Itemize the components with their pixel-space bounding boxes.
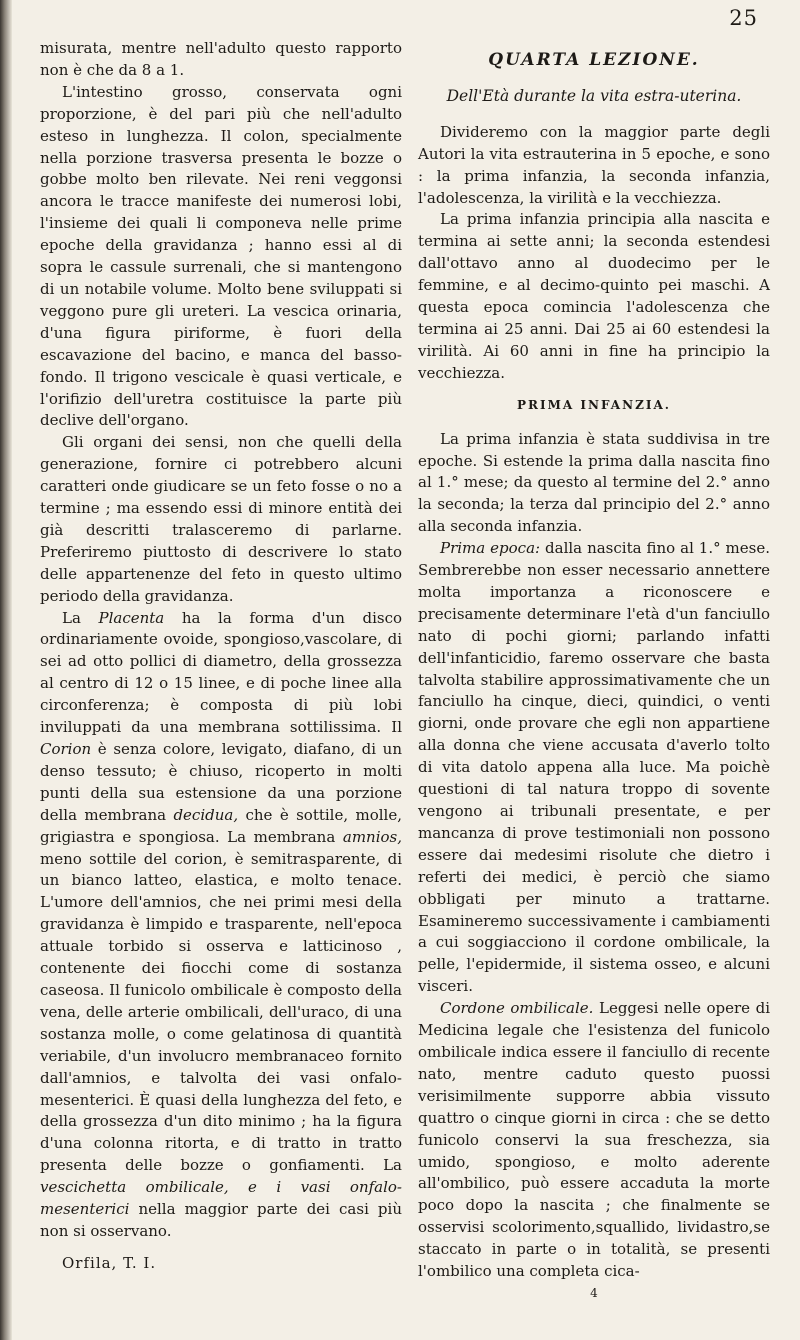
term-decidua: decidua, [173,805,239,824]
right-column [418,50,770,1305]
term-placenta: Placenta [98,608,165,627]
chapter-subtitle: Dell'Età durante la vita estra-uterina. [446,86,742,105]
paragraph-cordone: Cordone ombilicale. Leggesi nelle opere di Medicina legale che l'esistenza del funicolo ombilicale indica essere il fanciullo di recente nato, mentre caduto questo puossi verisimilmente supporre abbia vissuto quattro o cinque giorni in circa : che se detto funicolo conservi la sua freschezza, sia umido, spongioso, e molto aderente all'ombilico, può essere accaduta la morte poco dopo la nascita ; che finalmente se osservisi scolorimento,squallido, lividastro,se staccato in parte o in totalità, se presenti l'ombilico una completa cica- [418,999,771,1281]
paragraph-intestine: L'intestino grosso, conservata ogni proporzione, è del pari più che nell'adulto esteso in lunghezza. Il colon, specialmente nella porzione trasversa presenta le bozze o gobbe molto ben rilevate. Nei reni veggonsi ancora le tracce manifeste dei numerosi lobi, l'insieme dei quali li componeva nelle prime epoche della gravidanza ; hanno essi al di sopra le cassule surrenali, che si mantengono di un notabile volume. Molto bene sviluppati si veggono pure gli ureteri. La vescica orinaria, d'una figura piriforme, è fuori della escavazione del bacino, e manca del basso-fondo. Il trigono vescicale è quasi verticale, e l'orifizio dell'uretra costituisce la parte più declive dell'organo. [40,82,402,430]
paragraph-prima-infanzia-range: La prima infanzia principia alla nascita e termina ai sette anni; la seconda estendesi dall'ottavo anno al duodecimo per le femmine, e al decimo-quinto pei maschi. A questa epoca comincia l'adolescenza che termina ai 25 anni. Dai 25 ai 60 estendesi la virilità. Ai 60 anni in fine ha principio la vecchiezza. [418,210,770,382]
term-corion: Corion [40,740,92,758]
term-amnios: amnios, [342,827,402,846]
paragraph-continuation: misurata, mentre nell'adulto questo rapporto non è che da 8 a 1. [40,39,402,79]
signature-mark: 4 [590,1285,598,1300]
paragraph-subdivision: La prima infanzia è stata suddivisa in tre epoche. Si estende la prima dalla nascita fino al 1.° mese; da questo al termine del 2.° anno la seconda; la terza dal principio del 2.° anno alla seconda infanzia. [418,429,770,536]
label-cordone: Cordone ombilicale. [440,999,594,1018]
page-number: 25 [729,6,758,30]
page-binding-gutter [0,0,12,1340]
paragraph-sense-organs: Gli organi dei sensi, non che quelli della generazione, fornire ci potrebbero alcuni caratteri onde giudicare se un feto fosse o no a termine ; ma essendo essi di minore entità dei già descritti tralasceremo di parlarne. Preferiremo piuttosto di descrivere lo stato delle appartenenze del feto in questo ultimo periodo della gravidanza. [40,433,402,605]
term-vescichetta: vescichetta ombilicale, e i vasi onfalo-mesenterici [40,1178,402,1219]
label-prima-epoca: Prima epoca: [440,539,541,558]
paragraph-prima-epoca: Prima epoca: dalla nascita fino al 1.° mese. Sembrerebbe non esser necessario annettere molta importanza a riconoscere e precisamente determinare l'età d'un fanciullo nato di pochi giorni; parlando infatti dell'infanticidio, faremo osservare che basta talvolta stabilire approssimativamente che un fanciullo ha cinque, dieci, quindici, o venti giorni, onde provare che egli non appartiene alla donna che viene accusata d'averlo tolto di vita datolo appena alla luce. Ma poichè questioni di tal natura troppo di sovente vengono ai tribunali presentate, e per mancanza di prove testimoniali non possono essere dai medesimi risolute che dietro i referti dei medici, è perciò che siamo obbligati per minuto a trattarne. Esamineremo successivamente i cambiamenti a cui soggiacciono il cordone ombilicale, la pelle, l'epidermide, il sistema osseo, e alcuni visceri. [418,539,771,996]
left-column [40,38,402,1275]
paragraph-division: Divideremo con la maggior parte degli Autori la vita estrauterina in 5 epoche, e sono : la prima infanzia, la seconda infanzia, l'adolescenza, la virilità e la vecchiezza. [418,122,770,207]
running-signature: Orfila, T. I. [62,1253,157,1272]
section-heading: PRIMA INFANZIA. [517,397,671,412]
chapter-title: QUARTA LEZIONE. [488,50,700,70]
paragraph-placenta: La Placenta ha la forma d'un disco ordinariamente ovoide, spongioso,vascolare, di sei ad otto pollici di diametro, della grossezza al centro di 12 o 15 linee, e di poche linee alla circonferenza; è composta di più lobi inviluppati da una membrana sottilissima. Il Corion è senza colore, levigato, diafano, di un denso tessuto; è chiuso, ricoperto in molti punti della sua estensione da una porzione della membrana decidua, che è sottile, molle, grigiastra e spongiosa. La membrana amnios, meno sottile del corion, è semitrasparente, di un bianco latteo, elastica, e molto tenace. L'umore dell'amnios, che nei primi mesi della gravidanza è limpido e trasparente, nell'epoca attuale torbido si osserva e latticinoso , contenente dei fiocchi come di sostanza caseosa. Il funicolo ombilicale è composto della vena, delle arterie ombilicali, dell'uraco, di una sostanza molle, o come gelatinosa di quantità veriabile, d'un involucro membranaceo fornito dall'amnios, e talvolta dei vasi onfalo-mesenterici. È quasi della lunghezza del feto, e della grossezza d'un dito minimo ; ha la figura d'una colonna ritorta, e di tratto in tratto presenta delle bozze o gonfiamenti. La vescichetta ombilicale, e i vasi onfalo-mesenterici nella maggior parte dei casi più non si osservano. [40,608,403,1240]
